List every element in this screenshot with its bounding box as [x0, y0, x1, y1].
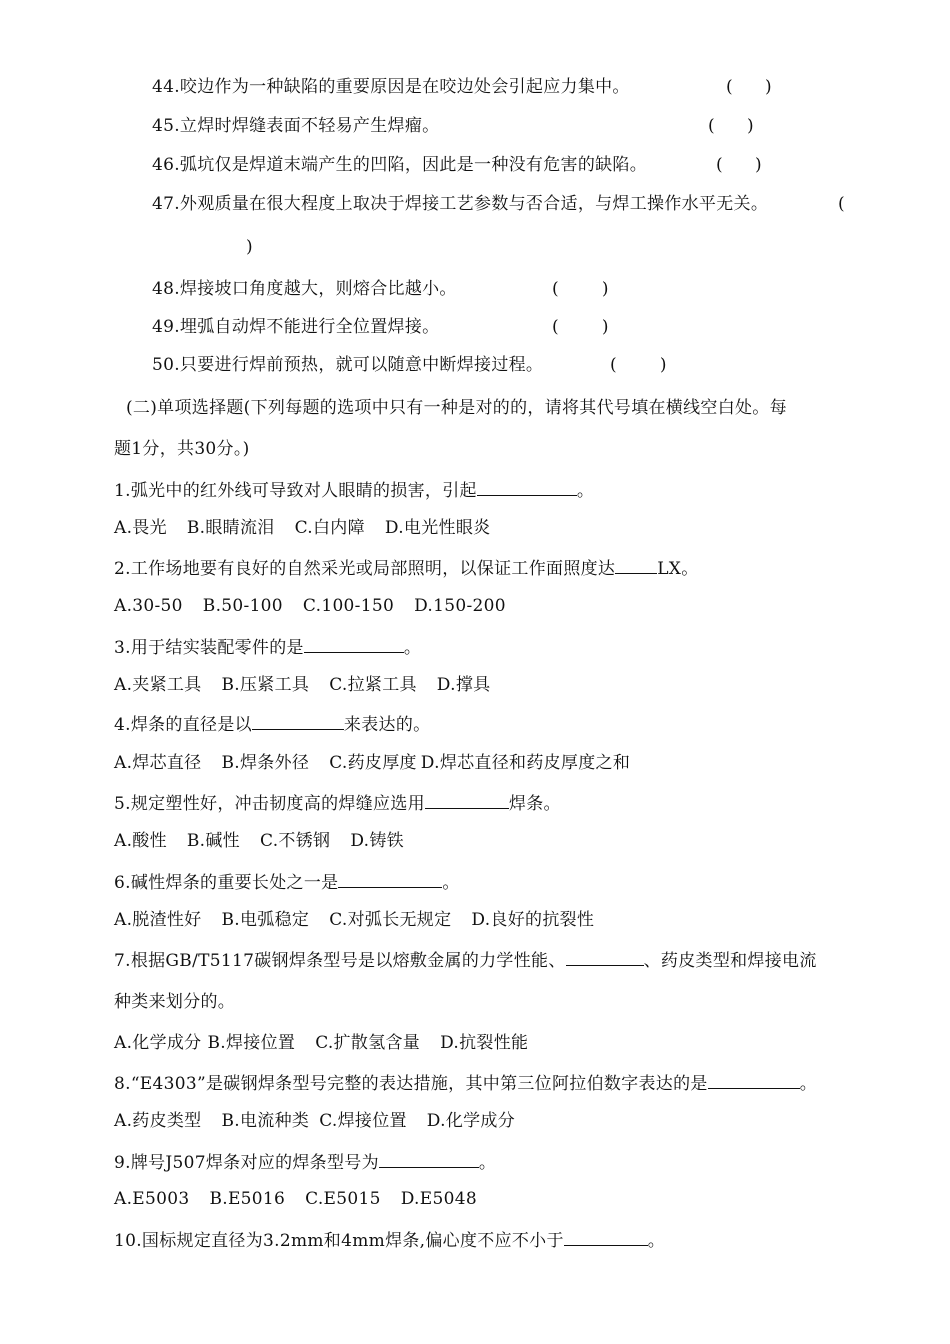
option-b[interactable]: B.电流种类	[221, 1111, 310, 1131]
option-b[interactable]: B.电弧稳定	[221, 910, 310, 930]
option-d[interactable]: D.抗裂性能	[440, 1033, 529, 1053]
option-d[interactable]: D.撑具	[436, 675, 491, 695]
tf-item-44	[152, 76, 630, 98]
options-5	[114, 830, 404, 852]
option-b[interactable]: B.E5016	[209, 1189, 286, 1209]
tf-text: 49.埋弧自动焊不能进行全位置焊接。	[152, 317, 440, 337]
tf-text: 45.立焊时焊缝表面不轻易产生焊瘤。	[152, 116, 440, 136]
option-b[interactable]: B.压紧工具	[221, 675, 310, 695]
option-b[interactable]: B.焊条外径	[221, 753, 310, 773]
question-text: 6.碱性焊条的重要长处之一是	[114, 873, 339, 893]
question-text-end: 。	[478, 1153, 497, 1173]
options-8	[114, 1110, 515, 1132]
question-3	[114, 635, 421, 659]
tf-item-47	[152, 193, 768, 215]
answer-blank[interactable]	[379, 1150, 479, 1168]
question-text: 2.工作场地要有良好的自然采光或局部照明，以保证工作面照度达	[114, 559, 616, 579]
options-6	[114, 909, 594, 931]
options-4	[114, 752, 630, 774]
question-text-end: 。	[576, 481, 595, 501]
option-c[interactable]: C.E5015	[305, 1189, 381, 1209]
question-text-end: 。	[442, 873, 460, 893]
answer-blank[interactable]	[566, 948, 644, 966]
section-heading: (二)单项选择题(下列每题的选项中只有一种是对的的，请将其代号填在横线空白处。每	[126, 398, 787, 418]
question-text: 5.规定塑性好，冲击韧度高的焊缝应选用	[114, 794, 425, 814]
answer-parens[interactable]: ( )	[552, 317, 609, 337]
options-1	[114, 517, 490, 539]
question-text: 1.弧光中的红外线可导致对人眼睛的损害，引起	[114, 481, 477, 501]
option-a[interactable]: A.脱渣性好	[114, 910, 202, 930]
question-7-cont: 种类来划分的。	[114, 992, 236, 1012]
option-d[interactable]: D.焊芯直径和药皮厚度之和	[420, 753, 631, 773]
question-text-end: 。	[799, 1074, 817, 1094]
tf-text: 46.弧坑仅是焊道末端产生的凹陷，因此是一种没有危害的缺陷。	[152, 155, 648, 175]
tf-item-45	[152, 115, 439, 137]
answer-blank[interactable]	[564, 1228, 648, 1246]
answer-blank[interactable]	[304, 635, 404, 653]
answer-parens[interactable]: ( )	[726, 77, 772, 97]
option-c[interactable]: C.不锈钢	[260, 831, 331, 851]
answer-parens[interactable]: (	[838, 194, 845, 214]
question-1	[114, 478, 594, 502]
answer-parens-close: )	[246, 237, 253, 257]
answer-blank[interactable]	[252, 712, 344, 730]
options-2	[114, 595, 506, 617]
option-c[interactable]: C.扩散氢含量	[315, 1033, 421, 1053]
option-d[interactable]: D.E5048	[400, 1189, 477, 1209]
question-text-end: 来表达的。	[343, 715, 431, 735]
tf-text: 48.焊接坡口角度越大，则熔合比越小。	[152, 279, 457, 299]
option-c[interactable]: C.对弧长无规定	[329, 910, 452, 930]
option-c[interactable]: C.药皮厚度	[329, 753, 417, 773]
tf-item-48	[152, 278, 457, 300]
option-a[interactable]: A.30-50	[114, 596, 183, 616]
question-10	[114, 1228, 665, 1252]
option-b[interactable]: B.碱性	[186, 831, 240, 851]
options-3	[114, 674, 490, 696]
question-text: 10.国标规定直径为3.2mm和4mm焊条,偏心度不应不小于	[114, 1231, 564, 1251]
question-text-end: LX。	[657, 559, 699, 579]
tf-item-49	[152, 316, 439, 338]
option-b[interactable]: B.焊接位置	[207, 1033, 296, 1053]
question-text-end: 焊条。	[508, 794, 561, 814]
option-d[interactable]: D.铸铁	[350, 831, 404, 851]
option-c[interactable]: C.拉紧工具	[329, 675, 417, 695]
question-text: 8.“E4303”是碳钢焊条型号完整的表达措施，其中第三位阿拉伯数字表达的是	[114, 1074, 708, 1094]
tf-item-50	[152, 354, 543, 376]
question-text: 9.牌号J507焊条对应的焊条型号为	[114, 1153, 379, 1173]
answer-blank[interactable]	[425, 791, 509, 809]
question-text: 7.根据GB/T5117碳钢焊条型号是以熔敷金属的力学性能、	[114, 951, 566, 971]
answer-parens[interactable]: ( )	[708, 116, 754, 136]
question-text: 4.焊条的直径是以	[114, 715, 252, 735]
answer-blank[interactable]	[708, 1071, 800, 1089]
question-2	[114, 556, 699, 580]
section-heading-cont: 题1分，共30分。)	[114, 439, 250, 459]
option-b[interactable]: B.50-100	[202, 596, 283, 616]
option-d[interactable]: D.化学成分	[426, 1111, 516, 1131]
option-a[interactable]: A.焊芯直径	[114, 753, 202, 773]
tf-text: 47.外观质量在很大程度上取决于焊接工艺参数与否合适，与焊工操作水平无关。	[152, 194, 769, 214]
question-6	[114, 870, 460, 894]
option-a[interactable]: A.药皮类型	[114, 1111, 202, 1131]
answer-parens[interactable]: ( )	[552, 279, 609, 299]
answer-blank[interactable]	[615, 556, 657, 574]
tf-text: 44.咬边作为一种缺陷的重要原因是在咬边处会引起应力集中。	[152, 77, 630, 97]
answer-blank[interactable]	[477, 478, 577, 496]
options-7	[114, 1032, 528, 1054]
question-7	[114, 948, 817, 972]
question-4	[114, 712, 430, 736]
option-a[interactable]: A.酸性	[114, 831, 167, 851]
option-a[interactable]: A.E5003	[114, 1189, 190, 1209]
option-c[interactable]: C.100-150	[302, 596, 395, 616]
option-c[interactable]: C.焊接位置	[319, 1111, 407, 1131]
tf-item-46	[152, 154, 647, 176]
option-a[interactable]: A.夹紧工具	[114, 675, 202, 695]
option-d[interactable]: D.150-200	[414, 596, 506, 616]
question-text-end: 。	[647, 1231, 666, 1251]
question-9	[114, 1150, 496, 1174]
question-text: 3.用于结实装配零件的是	[114, 638, 304, 658]
option-a[interactable]: A.畏光	[114, 518, 167, 538]
question-text-end: 。	[403, 638, 422, 658]
tf-text: 50.只要进行焊前预热，就可以随意中断焊接过程。	[152, 355, 544, 375]
question-5	[114, 791, 561, 815]
answer-parens[interactable]: ( )	[610, 355, 667, 375]
option-d[interactable]: D.良好的抗裂性	[471, 910, 595, 930]
answer-blank[interactable]	[338, 870, 442, 888]
options-9	[114, 1188, 477, 1210]
question-text-end: 、药皮类型和焊接电流	[643, 951, 817, 971]
option-b[interactable]: B.眼睛流泪	[186, 518, 275, 538]
option-d[interactable]: D.电光性眼炎	[384, 518, 491, 538]
option-c[interactable]: C.白内障	[294, 518, 365, 538]
option-a[interactable]: A.化学成分	[114, 1033, 202, 1053]
question-8	[114, 1071, 817, 1095]
answer-parens[interactable]: ( )	[716, 155, 762, 175]
